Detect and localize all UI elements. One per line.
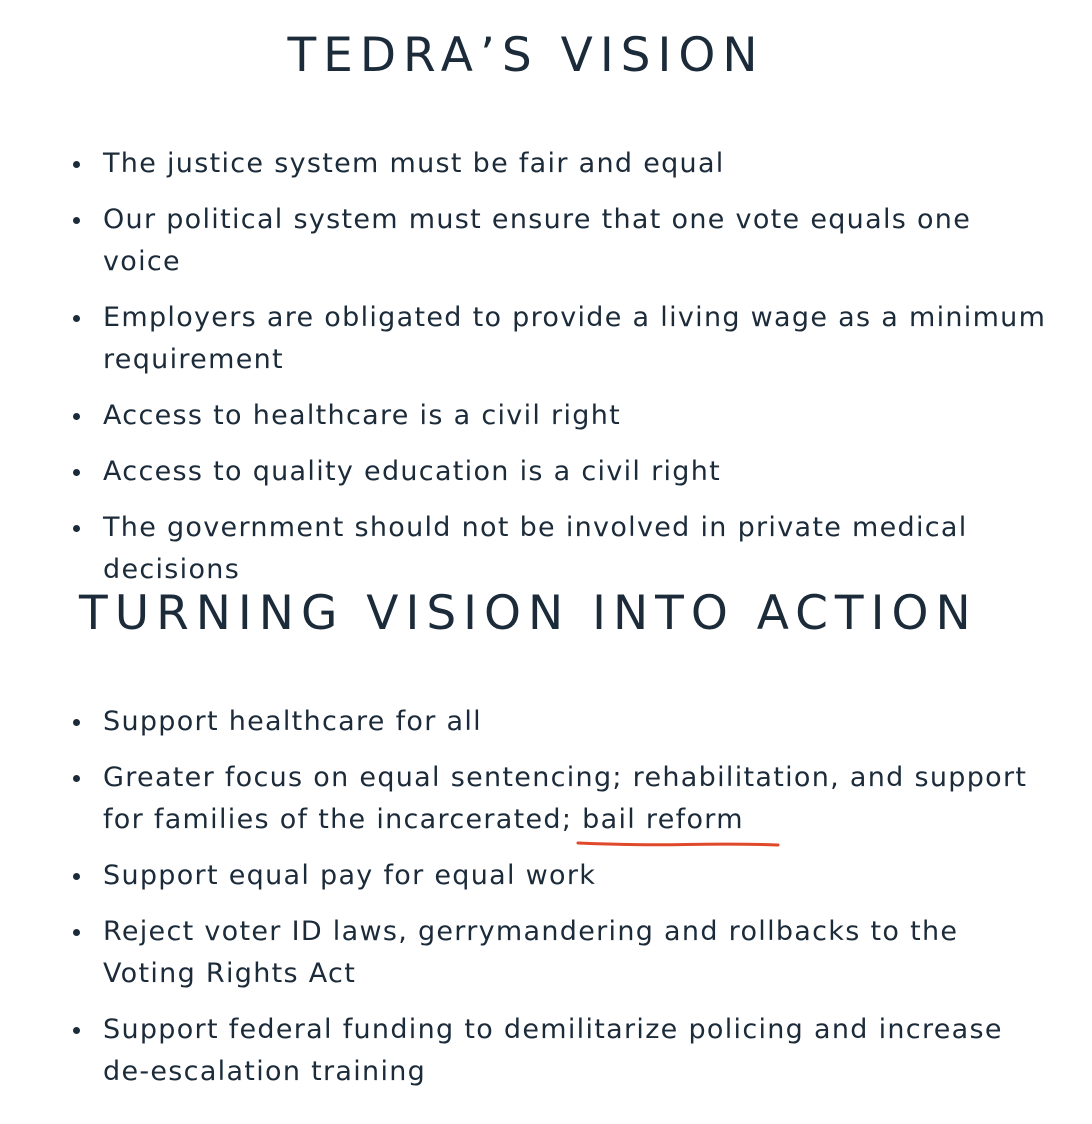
bullet-icon <box>73 719 80 726</box>
list-item <box>0 507 1092 591</box>
list-item-text: Employers are obligated to provide a living wage as a minimum requirement <box>103 302 1047 375</box>
bullet-icon <box>73 873 80 880</box>
bullet-icon <box>73 469 80 476</box>
list-item-text: Reject voter ID laws, gerrymandering and rollbacks to the Voting Rights Act <box>103 916 959 989</box>
bullet-icon <box>73 775 80 782</box>
vision-list <box>0 143 1092 605</box>
bullet-icon <box>73 217 80 224</box>
list-item-text: Support equal pay for equal work <box>103 860 597 891</box>
list-item-text: Access to healthcare is a civil right <box>103 400 621 431</box>
list-item-text: Support federal funding to demilitarize policing and increase de-escalation training <box>103 1014 1003 1087</box>
list-item <box>0 395 1092 437</box>
vision-heading: TEDRA’S VISION <box>287 28 765 83</box>
list-item-text: The justice system must be fair and equal <box>103 148 725 179</box>
action-list <box>0 701 1092 1107</box>
red-underline-mark <box>576 839 780 847</box>
list-item <box>0 199 1092 283</box>
bullet-icon <box>73 929 80 936</box>
list-item <box>0 143 1092 185</box>
list-item <box>0 911 1092 995</box>
list-item-text: Our political system must ensure that one vote equals one voice <box>103 204 972 277</box>
list-item <box>0 757 1092 841</box>
list-item-text: Greater focus on equal sentencing; rehabilitation, and support for families of the incarcerated; <box>103 762 1028 835</box>
list-item <box>0 701 1092 743</box>
list-item-text: Access to quality education is a civil right <box>103 456 722 487</box>
underlined-phrase <box>582 799 744 841</box>
list-item-text: Support healthcare for all <box>103 706 482 737</box>
bullet-icon <box>73 161 80 168</box>
action-heading: TURNING VISION INTO ACTION <box>79 586 978 641</box>
underlined-text: bail reform <box>582 804 744 835</box>
list-item <box>0 297 1092 381</box>
list-item-text: The government should not be involved in private medical decisions <box>103 512 968 585</box>
bullet-icon <box>73 525 80 532</box>
bullet-icon <box>73 1027 80 1034</box>
list-item <box>0 855 1092 897</box>
list-item <box>0 1009 1092 1093</box>
bullet-icon <box>73 413 80 420</box>
bullet-icon <box>73 315 80 322</box>
list-item <box>0 451 1092 493</box>
